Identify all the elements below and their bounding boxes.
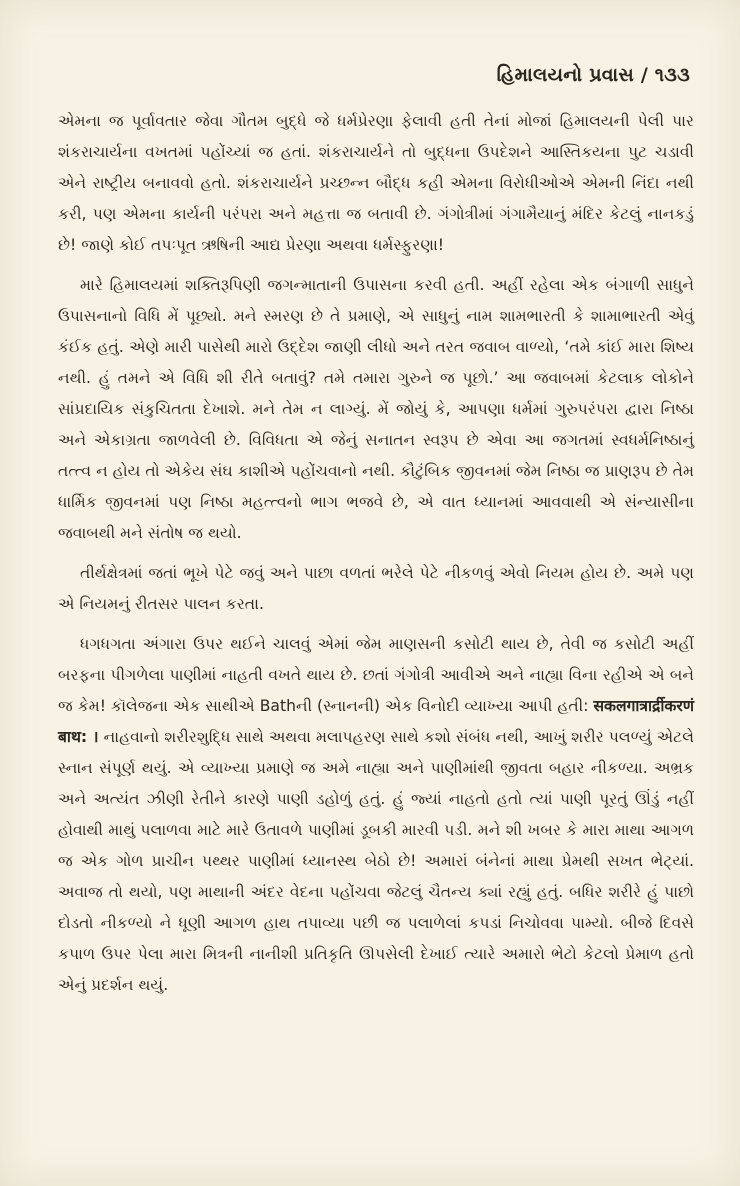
paragraph-2: મારે હિમાલયમાં શક્તિરૂપિણી જગન્માતાની ઉપાસના કરવી હતી. અહીં રહેલા એક બંગાળી સાધુને ઉપાસનાનો વિધિ મેં પૂછ્યો. મને સ્મરણ છે તે પ્રમાણે, એ સાધુનું નામ શામભારતી કે શામાભારતી એવું કંઈક હતું. એણે મારી પાસેથી મારો ઉદ્દેશ જાણી લીધો અને તરત જવાબ વાળ્યો, ‘તમે કાંઈ મારા શિષ્ય નથી. હું તમને એ વિધિ શી રીતે બતાવું? તમે તમારા ગુરુને જ પૂછો.’ આ જવાબમાં કેટલાક લોકોને સાંપ્રદાયિક સંકુચિતતા દેખાશે. મને તેમ ન લાગ્યું. મેં જોયું કે, આપણા ધર્મમાં ગુરુપરંપરા દ્વારા નિષ્ઠા અને એકાગ્રતા જાળવેલી છે. વિવિધતા એ જેનું સનાતન સ્વરૂપ છે એવા આ જગતમાં સ્વધર્મનિષ્ઠાનું તત્ત્વ ન હોય તો એકેય સંઘ કાશીએ પહોંચવાનો નથી. કૌટુંબિક જીવનમાં જેમ નિષ્ઠા જ પ્રાણરૂપ છે તેમ ધાર્મિક જીવનમાં પણ નિષ્ઠા મહત્ત્વનો ભાગ ભજવે છે, એ વાત ધ્યાનમાં આવવાથી એ સંન્યાસીના જવાબથી મને સંતોષ જ થયો.	[58, 276, 694, 542]
paragraph-4-text-after: નાહવાનો શરીરશુદ્ધિ સાથે અથવા મલાપહરણ સાથે કશો સંબંધ નથી, આખું શરીર પલળ્યું એટલે સ્નાન સંપૂર્ણ થયું. એ વ્યાખ્યા પ્રમાણે જ અમે નાહ્યા અને પાણીમાંથી જીવતા બહાર નીકળ્યા. અભ્રક અને અત્યંત ઝીણી રેતીને કારણે પાણી ડહોળું હતું. હું જ્યાં નાહતો હતો ત્યાં પાણી પૂરતું ઊંડું નહીં હોવાથી માથું પલાળવા માટે મારે ઉતાવળે પાણીમાં ડૂબકી મારવી પડી. મને શી ખબર કે મારા માથા આગળ જ એક ગોળ પ્રાચીન પથ્થર પાણીમાં ધ્યાનસ્થ બેઠો છે! અમારાં બંનેનાં માથા પ્રેમથી સખત ભેટ્યાં. અવાજ તો થયો, પણ માથાની અંદર વેદના પહોંચવા જેટલું ચૈતન્ય ક્યાં રહ્યું હતું. બધિર શરીરે હું પાછો દોડતો નીકળ્યો ને ધૂણી આગળ હાથ તપાવ્યા પછી જ પલાળેલાં કપડાં નિચોવવા પામ્યો. બીજે દિવસે કપાળ ઉપર પેલા મારા મિત્રની નાનીશી પ્રતિકૃતિ ઊપસેલી દેખાઈ ત્યારે અમારો ભેટો કેટલો પ્રેમાળ હતો એનું પ્રદર્શન થયું.	[58, 728, 695, 994]
paragraph-4-text-before: ધગધગતા અંગારા ઉપર થઈને ચાલવું એમાં જેમ માણસની કસોટી થાય છે, તેવી જ કસોટી અહીં બરફના પીગળેલા પાણીમાં નાહતી વખતે થાય છે. છતાં ગંગોત્રી આવીએ અને નાહ્યા વિના રહીએ એ બને જ કેમ! કૉલેજના એક સાથીએ Bathની (સ્નાનની) એક વિનોદી વ્યાખ્યા આપી હતી:	[58, 635, 694, 715]
paragraph-1: એમના જ પૂર્વાવતાર જેવા ગૌતમ બુદ્ધે જે ધર્મપ્રેરણા ફેલાવી હતી તેનાં મોજાં હિમાલયની પેલી પાર શંકરાચાર્યના વખતમાં પહોંચ્યાં જ હતાં. શંકરાચાર્યને તો બુદ્ધના ઉપદેશને આસ્તિકયના પુટ ચડાવી એને રાષ્ટ્રીય બનાવવો હતો. શંકરાચાર્યને પ્રચ્છન્ન બૌદ્ધ કહી એમના વિરોધીઓએ એમની નિંદા નથી કરી, પણ એમના કાર્યની પરંપરા અને મહત્તા જ બતાવી છે. ગંગોત્રીમાં ગંગામૈયાનું મંદિર કેટલું નાનકડું છે! જાણે કોઈ તપઃપૂત ઋષિની આદ્ય પ્રેરણા અથવા ધર્મસ્ફુરણા!	[58, 112, 694, 254]
paragraph-3: તીર્થક્ષેત્રમાં જતાં ભૂખે પેટે જવું અને પાછા વળતાં ભરેલે પેટે નીકળવું એવો નિયમ હોય છે. અમે પણ એ નિયમનું રીતસર પાલન કરતા.	[58, 564, 694, 613]
running-head: હિમાલયનો પ્રવાસ / ૧૩૩	[496, 64, 690, 86]
paragraph-4	[58, 629, 694, 1001]
page-body	[58, 106, 694, 1010]
sanskrit-definition: सकलगात्रार्द्रीकरणं बाथ: ।	[58, 697, 694, 746]
